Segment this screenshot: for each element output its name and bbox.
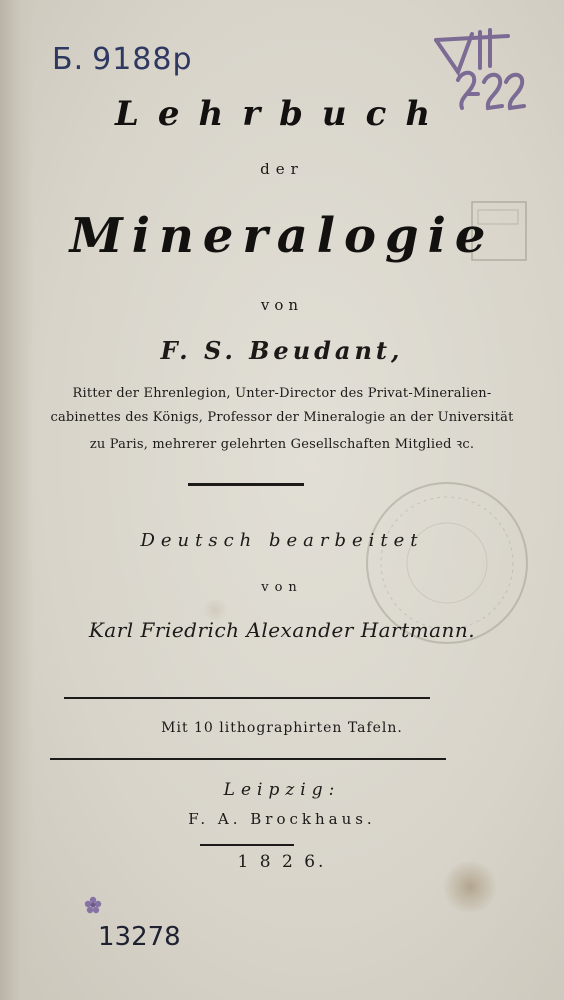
author-credentials-2: cabinettes des Königs, Professor der Mineralogie an der Universität xyxy=(50,410,514,425)
author-by: von xyxy=(260,296,304,314)
long-divider-top xyxy=(64,697,430,699)
author-credentials-3: zu Paris, mehrerer gelehrten Gesellschaften Mitglied ꝛc. xyxy=(89,437,475,452)
long-divider-bottom xyxy=(50,758,446,760)
author-credentials-1: Ritter der Ehrenlegion, Unter-Director des Privat-Mineralien- xyxy=(72,386,492,401)
paper-stain xyxy=(200,600,230,620)
imprint-publisher: F. A. Brockhaus. xyxy=(188,810,376,828)
binding-gutter xyxy=(0,0,34,1000)
imprint-place: Leipzig: xyxy=(223,780,341,800)
shelfmark xyxy=(52,42,193,77)
author-name: F. S. Beudant, xyxy=(160,336,404,365)
shelfmark-prefix: Б. xyxy=(52,42,85,77)
year-divider xyxy=(200,844,294,846)
main-title: Mineralogie xyxy=(69,208,495,264)
plates-note: Mit 10 lithographirten Tafeln. xyxy=(161,720,403,736)
inventory-number: 13278 xyxy=(98,922,181,952)
flower-stamp-icon xyxy=(84,896,102,914)
translation-by: von xyxy=(261,580,303,595)
translator-name: Karl Friedrich Alexander Hartmann. xyxy=(88,618,476,642)
imprint-year: 1 8 2 6. xyxy=(237,852,327,872)
title-line-2: der xyxy=(260,160,304,178)
short-divider xyxy=(188,483,304,486)
title-line-1: Lehrbuch xyxy=(114,94,450,134)
translation-line: Deutsch bearbeitet xyxy=(140,530,424,551)
shelfmark-number: 9188р xyxy=(92,42,193,77)
